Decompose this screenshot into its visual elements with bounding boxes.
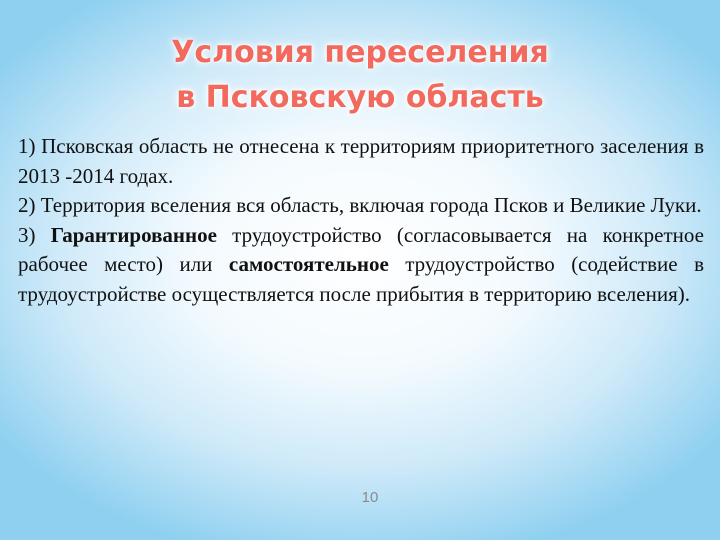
item-3-bold-guaranteed: Гарантированное [50,222,217,247]
slide-body [18,132,704,309]
slide-title [0,30,720,120]
list-item-3 [18,221,704,310]
title-line-2: в Псковскую область [176,80,544,115]
item-3-bold-independent: самостоятельное [228,252,389,276]
item-3-text-rest: трудоустройство (содействие в трудоустройстве осуществляется после прибытия в территорию вселения). [18,252,705,306]
item-3-text-middle: трудоустройство (согласовывается на конкретное рабочее место) или [18,222,704,276]
page-number: 10 [361,489,379,506]
list-item-1: 1) Псковская область не отнесена к территориям приоритетного заселения в 2013 -2014 годах. [18,134,704,188]
item-3-prefix: 3) [18,222,51,247]
list-item-2: 2) Территория вселения вся область, включая города Псков и Великие Луки. [18,193,702,217]
title-line-1: Условия переселения [171,35,549,70]
